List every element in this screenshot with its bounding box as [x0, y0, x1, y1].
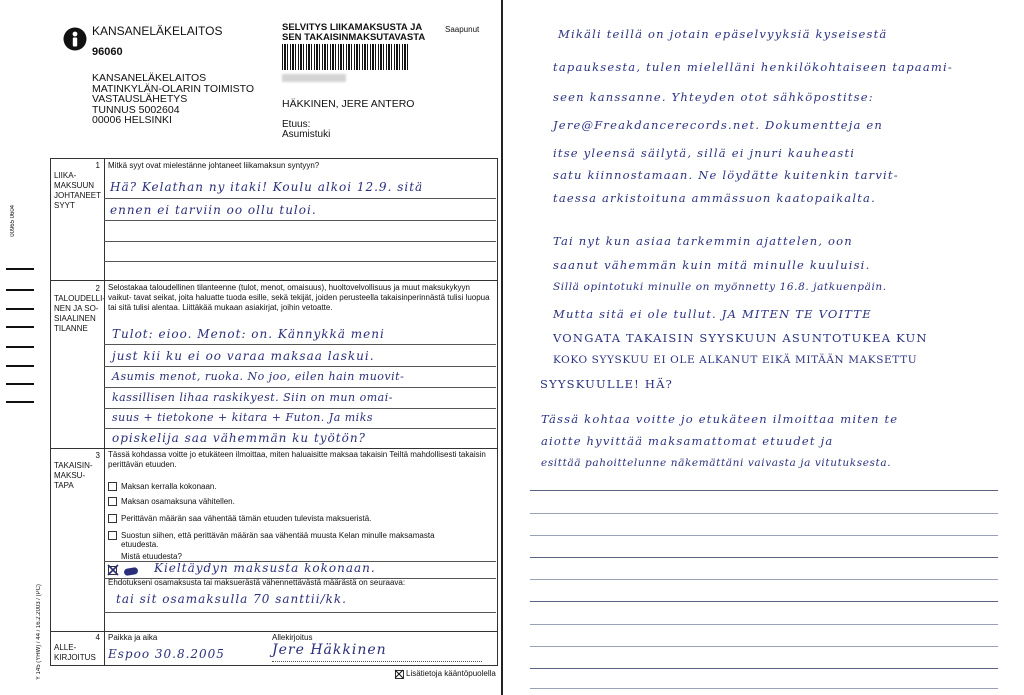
which-benefit-label: Mistä etuudesta? [121, 552, 182, 561]
s2-answer-line: suus + tietokone + kitara + Futon. Ja miks [112, 411, 374, 424]
arrived-label: Saapunut [445, 25, 480, 34]
sender-line: TUNNUS 5002604 [92, 103, 180, 116]
answer-line [104, 612, 496, 613]
place-date-hand: Espoo 30.8.2005 [108, 647, 225, 661]
section-divider [50, 448, 497, 449]
letter-line: Mikäli teillä on jotain epäselvyyksiä kyseisestä [558, 27, 888, 41]
more-info-label: Lisätietoja kääntöpuolella [406, 669, 496, 678]
label-column-divider [104, 158, 105, 665]
letter-line: Tai nyt kun asiaa tarkemmin ajattelen, oon [553, 234, 853, 248]
letter-line: VONGATA TAKAISIN SYYSKUUN ASUNTOTUKEA KUN [553, 331, 928, 345]
benefit-label: Etuus: [282, 119, 311, 130]
s2-answer-line: Asumis menot, ruoka. No joo, eilen hain muovit- [112, 370, 405, 383]
letter-line: Jere@Freakdancerecords.net. Dokumentteja en [553, 118, 883, 132]
s2-answer-line: opiskelija saa vähemmän ku työtön? [112, 431, 366, 445]
letter-line: saanut vähemmän kuin mitä minulle kuuluisi. [553, 258, 871, 272]
recipient-name: HÄKKINEN, JERE ANTERO [282, 98, 415, 110]
sender-line: MATINKYLÄN-OLARIN TOIMISTO [92, 82, 255, 95]
s2-answer-line: Tulot: eioo. Menot: on. Kännykkä meni [112, 327, 385, 341]
margin-mark [6, 289, 34, 291]
answer-line [104, 261, 496, 262]
option-checkbox[interactable] [108, 531, 117, 540]
s2-answer-line: just kii ku ei oo varaa maksaa laskui. [112, 349, 375, 363]
section-number: 2 [95, 284, 100, 293]
option-label: Maksan kerralla kokonaan. [121, 482, 217, 491]
form-page [0, 0, 503, 695]
signature-hand: Jere Häkkinen [272, 642, 387, 658]
section-3 [54, 451, 102, 491]
letter-line: Tässä kohtaa voitte jo etukäteen ilmoittaa miten te [541, 412, 899, 426]
s2-answer-line: kassillisen lihaa raskikyest. Siin on mun omai- [112, 391, 393, 404]
letter-line: KOKO SYYSKUU EI OLE ALKANUT EIKÄ MITÄÄN MAKSETTU [553, 354, 918, 366]
section-1 [54, 161, 102, 211]
ruled-line [530, 688, 998, 689]
form-title-line: SEN TAKAISINMAKSUTAVASTA [282, 32, 426, 43]
s2-instructions: Selostakaa taloudellinen tilanteenne (tulot, menot, omaisuus), huoltovelvollisuus ja muut maksukykyyn vaikut- tavat seikat, joita haluatte tuoda esille, sekä tekijät, joiden perusteella takaisinperinnästä tulisi luopua tai sitä tulisi alentaa. Liittäkää mukaan asiakirjat, joihin vetoatte. [108, 283, 490, 312]
section-number: 3 [95, 451, 100, 460]
ruled-line [530, 624, 998, 625]
option-label: Suostun siihen, että perittävän määrän saa vähentää muusta Kelan minulle maksamasta etuudesta. [121, 531, 435, 549]
answer-line [104, 220, 496, 221]
margin-mark [6, 326, 34, 328]
option-checkbox[interactable] [108, 497, 117, 506]
ruled-line [530, 557, 998, 558]
answer-line [104, 366, 496, 367]
installment-hand: tai sit osamaksulla 70 santtii/kk. [116, 592, 347, 606]
option-checkbox[interactable] [108, 514, 117, 523]
letter-line: aiotte hyvittää maksamattomat etuudet ja [541, 434, 834, 448]
section-divider [50, 280, 497, 281]
side-code: 00965 0604 [10, 205, 16, 237]
sender-line: KANSANELÄKELAITOS [92, 72, 207, 84]
answer-line [104, 387, 496, 388]
ruled-line [530, 646, 998, 647]
kela-logo-icon [63, 27, 87, 51]
margin-mark [6, 346, 34, 348]
checkmark-icon [394, 669, 404, 679]
checkmark-icon [106, 563, 120, 577]
ruled-line [530, 490, 998, 491]
letter-line: seen kanssanne. Yhteyden otot sähköpostitse: [553, 90, 874, 104]
letter-line: Mutta sitä ei ole tullut. JA MITEN TE VOITTE [553, 307, 872, 321]
letter-line: esittää pahoittelunne näkemättäni vaivasta ja vitutuksesta. [541, 457, 892, 469]
form-title [282, 23, 425, 43]
section-divider [50, 631, 497, 632]
sender-line: VASTAUSLÄHETYS [92, 93, 188, 105]
margin-mark [6, 401, 34, 403]
benefit-info [282, 120, 330, 140]
letter-line: Sillä opintotuki minulle on myönnetty 16.8. jatkuenpäin. [553, 281, 887, 293]
ruled-line [530, 579, 998, 580]
section-label: LIIKA- MAKSUUN JOHTANEET SYYT [54, 171, 101, 210]
letter-line: itse yleensä säilytä, sillä ei jnuri kauheasti [553, 146, 856, 160]
margin-mark [6, 308, 34, 310]
margin-mark [6, 383, 34, 385]
signature-label: Allekirjoitus [272, 633, 313, 642]
s1-answer-line: ennen ei tarviin oo ollu tuloi. [110, 203, 317, 217]
ruled-line [530, 601, 998, 602]
answer-line [104, 344, 496, 345]
ruled-line [530, 513, 998, 514]
s1-answer-line: Hä? Kelathan ny itaki! Koulu alkoi 12.9. sitä [110, 180, 424, 194]
sender-line: 00006 HELSINKI [92, 114, 172, 126]
form-title-line: SELVITYS LIIKAMAKSUSTA JA [282, 22, 423, 33]
sender-address [92, 73, 254, 126]
letter-page [503, 0, 1024, 695]
letter-line: tapauksesta, tulen mielelläni henkilökohtaiseen tapaami- [553, 60, 953, 74]
installment-label: Ehdotukseni osamaksusta tai maksuerästä vähennettävästä määrästä on seuraava: [108, 578, 406, 587]
letter-line: satu kiinnostamaan. Ne löydätte kuitenkin tarvit- [553, 168, 899, 182]
option-label: Perittävän määrän saa vähentää tämän etuuden tulevista maksueristä. [121, 514, 372, 523]
letter-line: SYYSKUULLE! HÄ? [540, 377, 673, 391]
margin-mark [6, 365, 34, 367]
option-label: Maksan osamaksuna vähitellen. [121, 497, 235, 506]
section-label: ALLE- KIRJOITUS [54, 643, 96, 662]
benefit-value: Asumistuki [282, 129, 331, 140]
s3-intro: Tässä kohdassa voitte jo etukäteen ilmoittaa, miten haluaisitte maksaa takaisin Teiltä mahdollisesti takaisin perittävän etuuden. [108, 450, 486, 469]
section-number: 1 [95, 161, 100, 170]
section-label: TALOUDELLI- NEN JA SO- SIAALINEN TILANNE [54, 294, 105, 333]
form-code: Y 145 (YHW) / 44 / 16.2.2003 / (PC) [36, 584, 42, 680]
barcode [282, 44, 408, 70]
s1-question: Mitkä syyt ovat mielestänne johtaneet liikamaksun syntyyn? [108, 161, 320, 170]
margin-mark [6, 268, 34, 270]
answer-line [104, 241, 496, 242]
section-2 [54, 284, 105, 334]
option-checkbox[interactable] [108, 482, 117, 491]
signature-line [272, 661, 482, 662]
letter-line: taessa arkistoituna ammässuon kaatopaikalta. [553, 191, 876, 205]
section-4 [54, 633, 102, 663]
section-number: 4 [95, 633, 100, 642]
redacted-id [282, 74, 346, 82]
ruled-line [530, 668, 998, 669]
answer-line [104, 428, 496, 429]
agency-name: KANSANELÄKELAITOS [92, 24, 223, 38]
answer-line [104, 408, 496, 409]
refusal-hand: Kieltäydyn maksusta kokonaan. [154, 561, 376, 575]
place-date-label: Paikka ja aika [108, 633, 158, 642]
answer-line [104, 198, 496, 199]
ruled-line [530, 535, 998, 536]
office-code: 96060 [92, 46, 123, 58]
section-label: TAKAISIN- MAKSU- TAPA [54, 461, 93, 490]
